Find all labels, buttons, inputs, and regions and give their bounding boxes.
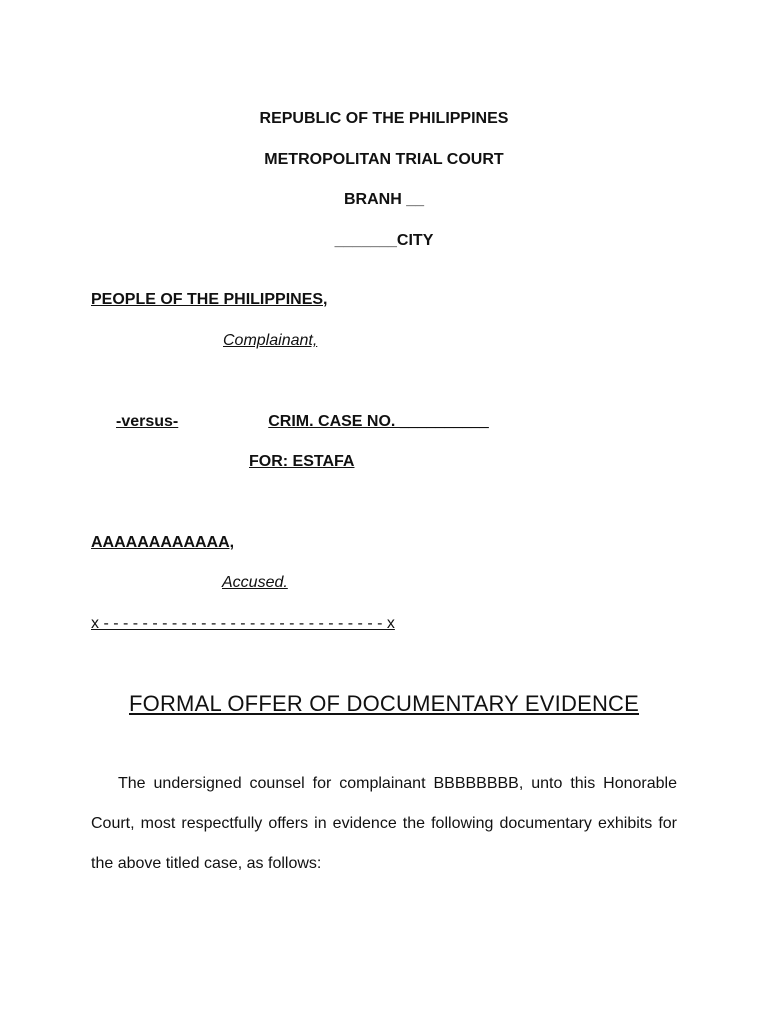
body-paragraph: The undersigned counsel for complainant BBBBBBBB, unto this Honorable Court, most respectfully offers in evidence the following documentary exhibits for the above titled case, as follows: [91, 775, 677, 872]
plaintiff-role: Complainant, [223, 332, 318, 349]
plaintiff-role-line [91, 331, 317, 351]
document-title: FORMAL OFFER OF DOCUMENTARY EVIDENCE [129, 691, 639, 716]
blank-line-2 [91, 493, 143, 513]
versus-label: -versus- [116, 413, 179, 430]
case-number: CRIM. CASE NO. __________ [268, 413, 489, 430]
header-republic: REPUBLIC OF THE PHILIPPINES [259, 110, 509, 127]
header-court: METROPOLITAN TRIAL COURT [264, 151, 504, 168]
for-line [91, 452, 354, 472]
header-branch: BRANH __ [343, 191, 424, 208]
accused-name: AAAAAAAAAAAA, [91, 534, 235, 551]
versus-case-line [91, 412, 489, 432]
accused-role: Accused. [222, 574, 288, 591]
charge-label: FOR: ESTAFA [249, 453, 355, 470]
header-city: _______CITY [334, 232, 434, 249]
caption-separator: x - - - - - - - - - - - - - - - - - - - - - - - - - - - - - x [91, 615, 395, 632]
plaintiff-name: PEOPLE OF THE PHILIPPINES, [91, 291, 328, 308]
accused-role-line [91, 573, 288, 593]
blank-line-1 [91, 371, 95, 391]
